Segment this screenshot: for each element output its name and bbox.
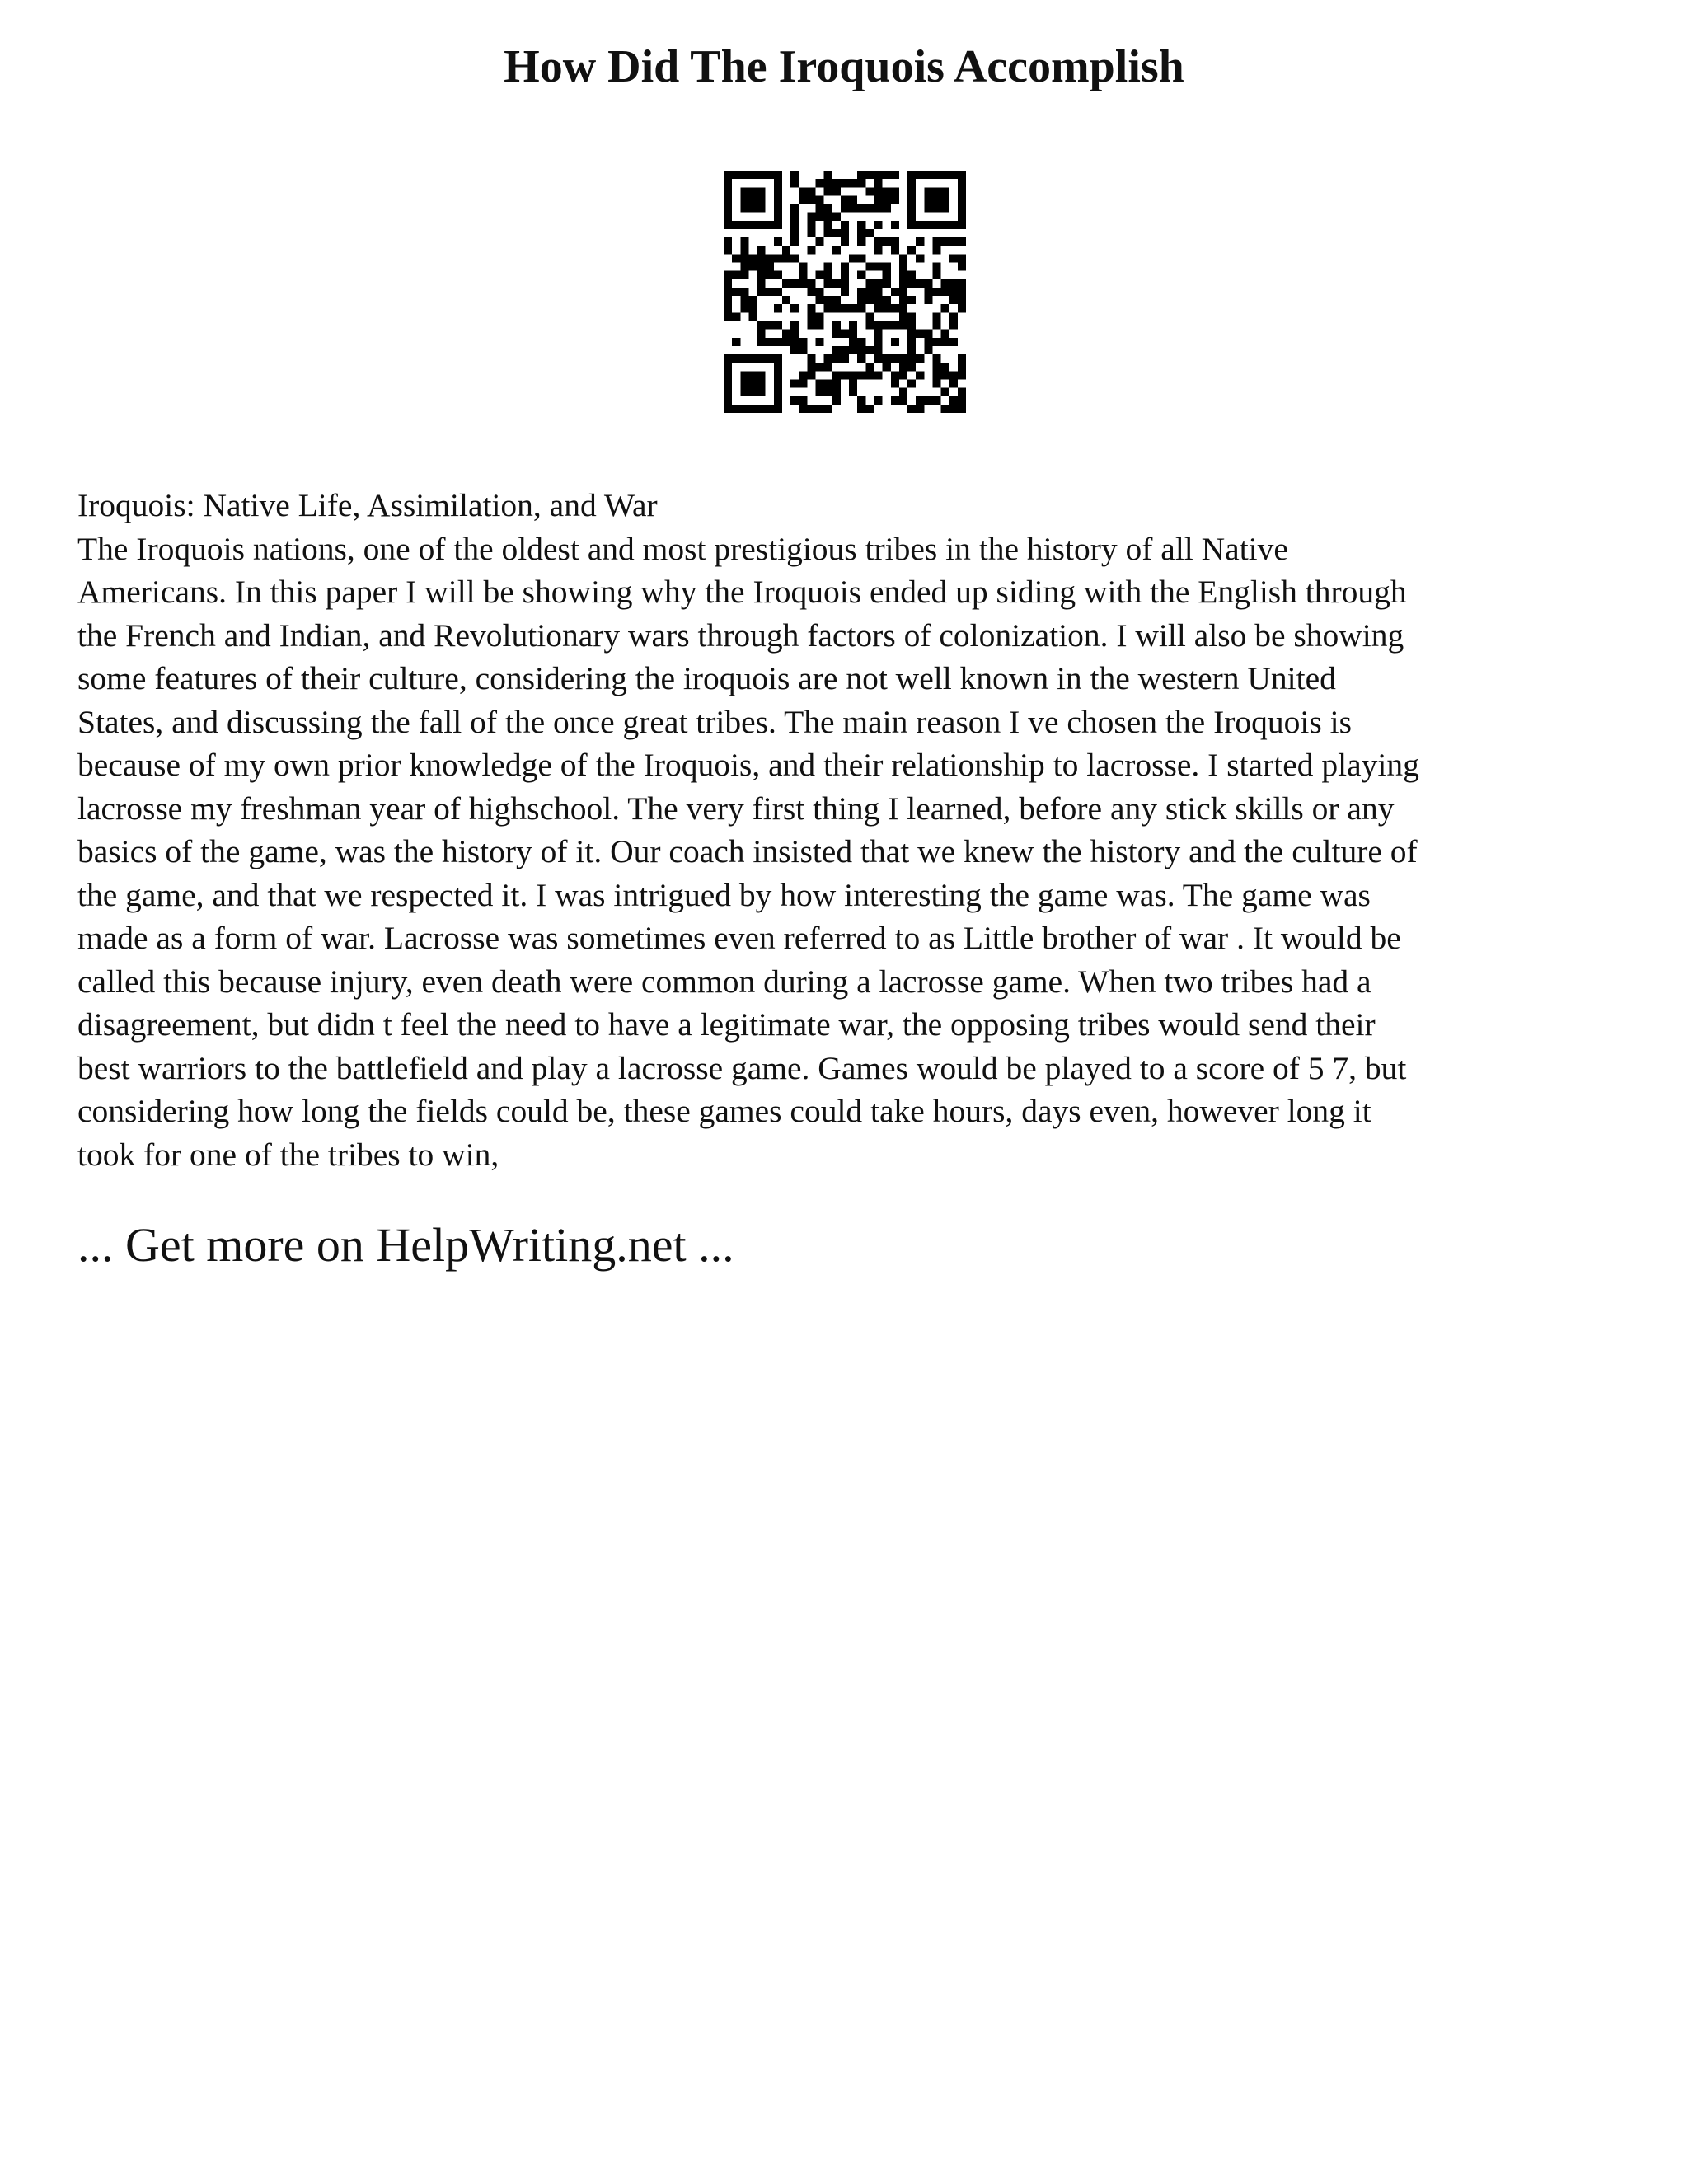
essay-line: took for one of the tribes to win,	[77, 1136, 499, 1173]
essay-line: the game, and that we respected it. I was intrigued by how interesting the game was. The game was	[77, 876, 1371, 913]
essay-paragraph	[77, 527, 1627, 1177]
get-more-link[interactable]: ... Get more on HelpWriting.net ...	[77, 1218, 734, 1272]
essay-line: lacrosse my freshman year of highschool. The very first thing I learned, before any stick skills or any	[77, 790, 1395, 827]
essay-line: because of my own prior knowledge of the Iroquois, and their relationship to lacrosse. I started playing	[77, 747, 1419, 783]
essay-line: called this because injury, even death were common during a lacrosse game. When two tribes had a	[77, 963, 1372, 1000]
essay-line: considering how long the fields could be, these games could take hours, days even, however long it	[77, 1093, 1372, 1129]
essay-line: States, and discussing the fall of the once great tribes. The main reason I ve chosen the Iroquois is	[77, 703, 1352, 740]
essay-line: Americans. In this paper I will be showing why the Iroquois ended up siding with the English through	[77, 574, 1407, 610]
essay-line: disagreement, but didn t feel the need to have a legitimate war, the opposing tribes would send their	[77, 1006, 1376, 1043]
essay-line: basics of the game, was the history of it. Our coach insisted that we knew the history and the culture of	[77, 833, 1418, 869]
document-title: How Did The Iroquois Accomplish	[504, 41, 1184, 92]
essay-heading: Iroquois: Native Life, Assimilation, and War	[77, 487, 658, 523]
essay-line: best warriors to the battlefield and play a lacrosse game. Games would be played to a score of 5 7, but	[77, 1049, 1407, 1086]
essay-line: some features of their culture, considering the iroquois are not well known in the western United	[77, 660, 1336, 696]
essay-line: the French and Indian, and Revolutionary wars through factors of colonization. I will also be showing	[77, 616, 1404, 654]
essay-line: The Iroquois nations, one of the oldest and most prestigious tribes in the history of all Native	[77, 530, 1288, 567]
qr-code-icon	[724, 171, 966, 413]
essay-line: made as a form of war. Lacrosse was sometimes even referred to as Little brother of war . It would be	[77, 920, 1401, 956]
essay-body	[77, 484, 1627, 1176]
